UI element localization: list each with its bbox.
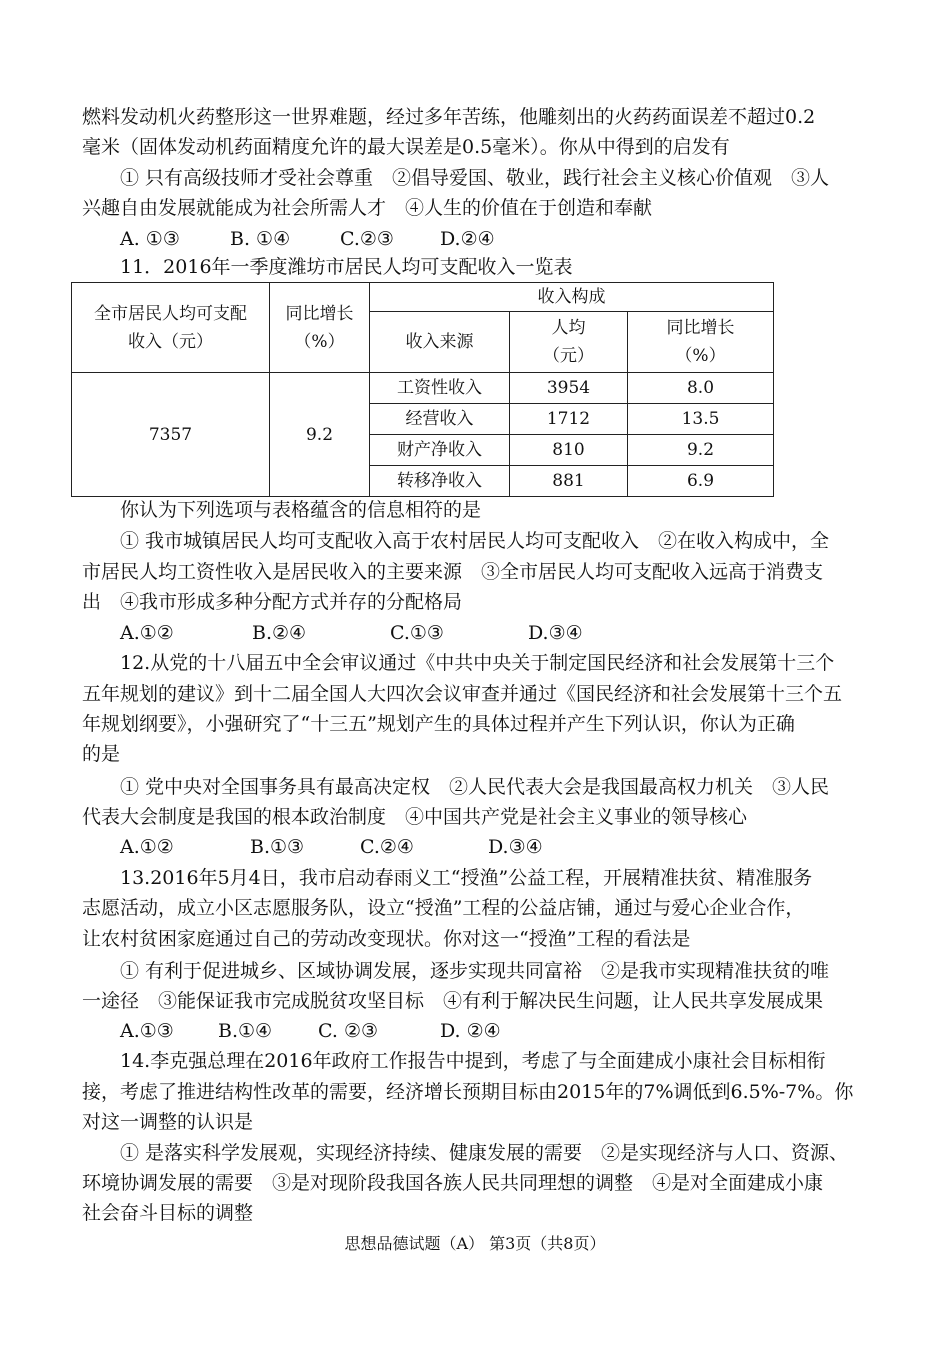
q10-option-d: D.②④ — [440, 228, 495, 250]
total-income-value: 7357 — [72, 373, 270, 497]
q13-stem-line: 让农村贫困家庭通过自己的劳动改变现状。你对这一“授渔”工程的看法是 — [82, 928, 691, 950]
header-total-income — [72, 283, 270, 373]
q11-items-line: 出 ④我市形成多种分配方式并存的分配格局 — [82, 591, 463, 613]
q11-option-a: A.①② — [120, 622, 174, 644]
q13-items-line: 一途径 ③能保证我市完成脱贫攻坚目标 ④有利于解决民生问题，让人民共享发展成果 — [82, 990, 824, 1012]
row-growth: 8.0 — [628, 373, 774, 404]
row-per-capita: 810 — [510, 435, 628, 466]
q13-option-c: C. ②③ — [318, 1020, 379, 1042]
header-per-capita — [510, 312, 628, 373]
q13-option-a: A.①③ — [120, 1020, 174, 1042]
page-footer: 思想品德试题（A） 第3页（共8页） — [344, 1234, 606, 1253]
q11-items-line: 市居民人均工资性收入是居民收入的主要来源 ③全市居民人均可支配收入远高于消费支 — [82, 561, 824, 583]
q12-items-line: 代表大会制度是我国的根本政治制度 ④中国共产党是社会主义事业的领导核心 — [82, 806, 748, 828]
q10-option-b: B. ①④ — [230, 228, 291, 250]
q14-stem-line: 对这一调整的认识是 — [82, 1111, 254, 1133]
q14-items-line: 环境协调发展的需要 ③是对现阶段我国各族人民共同理想的调整 ④是对全面建成小康 — [82, 1172, 824, 1194]
row-source: 工资性收入 — [370, 373, 510, 404]
header-growth-line2: （%） — [294, 331, 345, 352]
header-growth-line1: 同比增长 — [285, 303, 354, 324]
q12-option-c: C.②④ — [360, 836, 414, 858]
q10-stem-line: 燃料发动机火药整形这一世界难题，经过多年苦练，他雕刻出的火药药面误差不超过0.2 — [82, 106, 816, 128]
q14-items-line: 社会奋斗目标的调整 — [82, 1202, 254, 1224]
q11-option-d: D.③④ — [528, 622, 583, 644]
header-sub-growth-line2: （%） — [675, 346, 726, 366]
q13-option-b: B.①④ — [218, 1020, 273, 1042]
q11-option-b: B.②④ — [252, 622, 307, 644]
row-source: 财产净收入 — [370, 435, 510, 466]
q12-stem-line: 五年规划的建议》到十二届全国人大四次会议审查并通过《国民经济和社会发展第十三个五 — [82, 683, 843, 705]
q14-items-line: ① 是落实科学发展观，实现经济持续、健康发展的需要 ②是实现经济与人口、资源、 — [120, 1142, 849, 1164]
q11-title: 11．2016年一季度潍坊市居民人均可支配收入一览表 — [120, 256, 573, 278]
row-growth: 9.2 — [628, 435, 774, 466]
row-growth: 6.9 — [628, 466, 774, 497]
q12-stem-line: 12.从党的十八届五中全会审议通过《中共中央关于制定国民经济和社会发展第十三个 — [120, 652, 835, 674]
row-per-capita: 3954 — [510, 373, 628, 404]
q12-option-a: A.①② — [120, 836, 174, 858]
q12-items-line: ① 党中央对全国事务具有最高决定权 ②人民代表大会是我国最高权力机关 ③人民 — [120, 776, 830, 798]
row-source: 经营收入 — [370, 404, 510, 435]
q11-items-line: ① 我市城镇居民人均可支配收入高于农村居民人均可支配收入 ②在收入构成中，全 — [120, 530, 830, 552]
row-per-capita: 881 — [510, 466, 628, 497]
q13-stem-line: 志愿活动，成立小区志愿服务队，设立“授渔”工程的公益店铺，通过与爱心企业合作， — [82, 897, 805, 919]
header-growth — [270, 283, 370, 373]
q12-option-d: D.③④ — [488, 836, 543, 858]
row-source: 转移净收入 — [370, 466, 510, 497]
q10-stem-line: 毫米（固体发动机药面精度允许的最大误差是0.5毫米）。你从中得到的启发有 — [82, 136, 730, 158]
row-per-capita: 1712 — [510, 404, 628, 435]
q10-option-c: C.②③ — [340, 228, 394, 250]
header-sub-growth — [628, 312, 774, 373]
header-total-income-text: 全市居民人均可支配收入（元） — [94, 303, 247, 352]
q13-option-d: D. ②④ — [440, 1020, 501, 1042]
total-growth-value: 9.2 — [270, 373, 370, 497]
q12-stem-line: 的是 — [82, 743, 121, 765]
header-composition: 收入构成 — [370, 283, 774, 312]
header-sub-growth-line1: 同比增长 — [666, 318, 735, 338]
header-per-capita-line1: 人均 — [551, 318, 586, 338]
q13-stem-line: 13.2016年5月4日，我市启动春雨义工“授渔”公益工程，开展精准扶贫、精准服务 — [120, 867, 813, 889]
q12-option-b: B.①③ — [250, 836, 305, 858]
row-growth: 13.5 — [628, 404, 774, 435]
q11-question: 你认为下列选项与表格蕴含的信息相符的是 — [120, 499, 482, 521]
income-table — [71, 282, 774, 497]
q14-stem-line: 14.李克强总理在2016年政府工作报告中提到，考虑了与全面建成小康社会目标相衔 — [120, 1050, 826, 1072]
table-row — [72, 373, 774, 404]
q10-items-line: 兴趣自由发展就能成为社会所需人才 ④人生的价值在于创造和奉献 — [82, 197, 653, 219]
q11-option-c: C.①③ — [390, 622, 444, 644]
q14-stem-line: 接，考虑了推进结构性改革的需要，经济增长预期目标由2015年的7%调低到6.5%-7%。你 — [82, 1081, 854, 1103]
header-per-capita-line2: （元） — [543, 346, 594, 366]
q10-items-line: ① 只有高级技师才受社会尊重 ②倡导爱国、敬业，践行社会主义核心价值观 ③人 — [120, 167, 830, 189]
q13-items-line: ① 有利于促进城乡、区域协调发展，逐步实现共同富裕 ②是我市实现精准扶贫的唯 — [120, 960, 830, 982]
q10-option-a: A. ①③ — [120, 228, 180, 250]
q12-stem-line: 年规划纲要》，小强研究了“十三五”规划产生的具体过程并产生下列认识，你认为正确 — [82, 713, 795, 735]
header-source: 收入来源 — [370, 312, 510, 373]
